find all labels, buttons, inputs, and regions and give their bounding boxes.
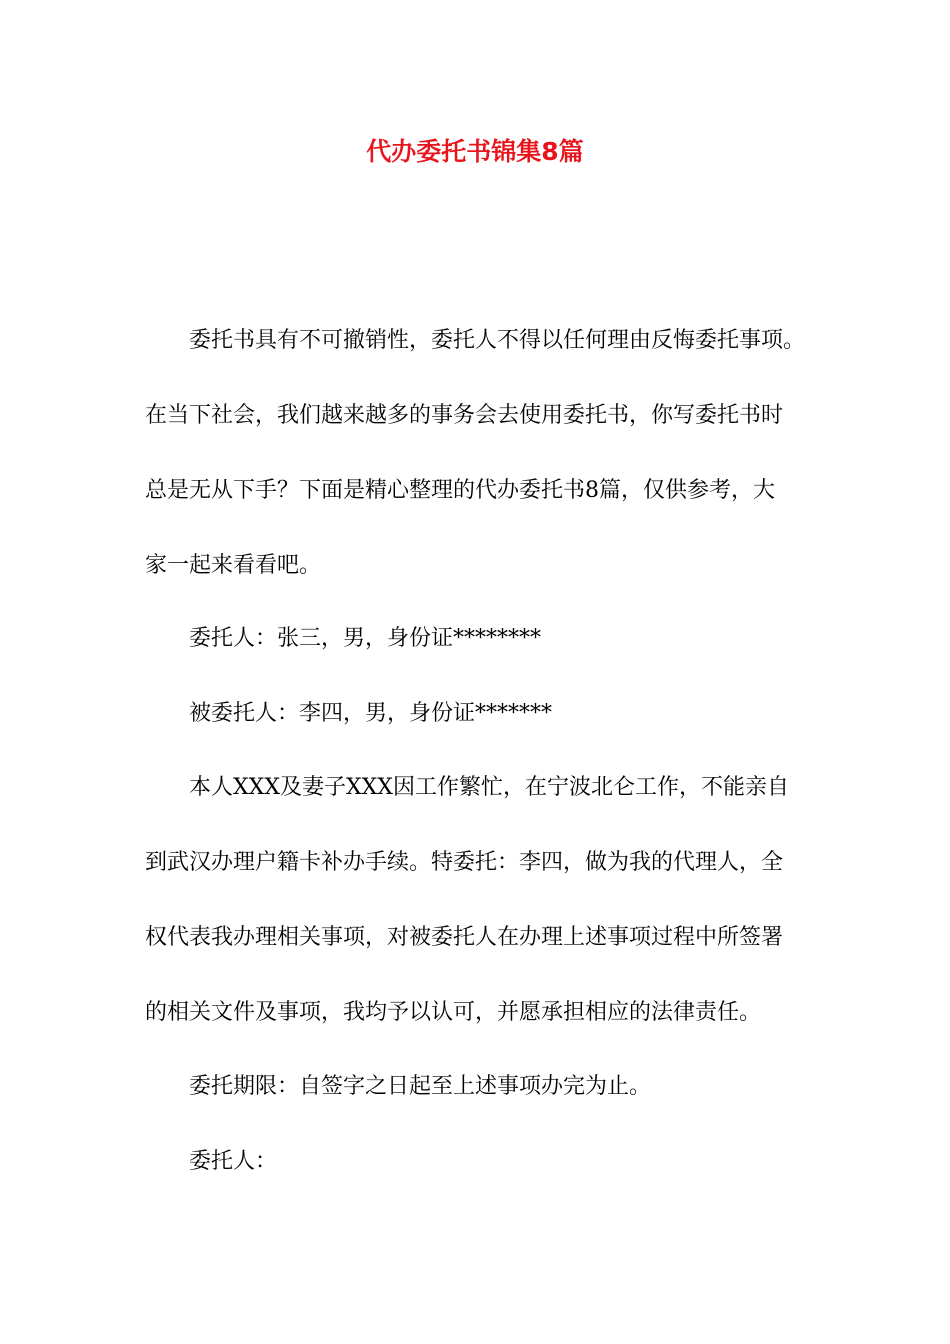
paragraph-line: 委托书具有不可撤销性，委托人不得以任何理由反悔委托事项。 [189, 328, 806, 353]
agent-line: 被委托人：李四，男，身份证******* [189, 701, 553, 726]
paragraph-line: 权代表我办理相关事项，对被委托人在办理上述事项过程中所签署 [145, 925, 784, 950]
paragraph-line: 总是无从下手？下面是精心整理的代办委托书8篇，仅供参考，大 [145, 478, 775, 503]
term-line: 委托期限：自签字之日起至上述事项办完为止。 [189, 1074, 652, 1099]
principal-line: 委托人：张三，男，身份证******** [189, 626, 542, 651]
signature-label: 委托人： [189, 1149, 278, 1174]
paragraph-line: 到武汉办理户籍卡补办手续。特委托：李四，做为我的代理人，全 [145, 850, 784, 875]
document-title: 代办委托书锦集8篇 [366, 137, 584, 166]
paragraph-line: 在当下社会，我们越来越多的事务会去使用委托书，你写委托书时 [145, 403, 784, 428]
paragraph-line: 的相关文件及事项，我均予以认可，并愿承担相应的法律责任。 [145, 1000, 762, 1025]
paragraph-line: 家一起来看看吧。 [145, 553, 322, 578]
paragraph-line: 本人XXX及妻子XXX因工作繁忙，在宁波北仑工作，不能亲自 [189, 775, 789, 800]
